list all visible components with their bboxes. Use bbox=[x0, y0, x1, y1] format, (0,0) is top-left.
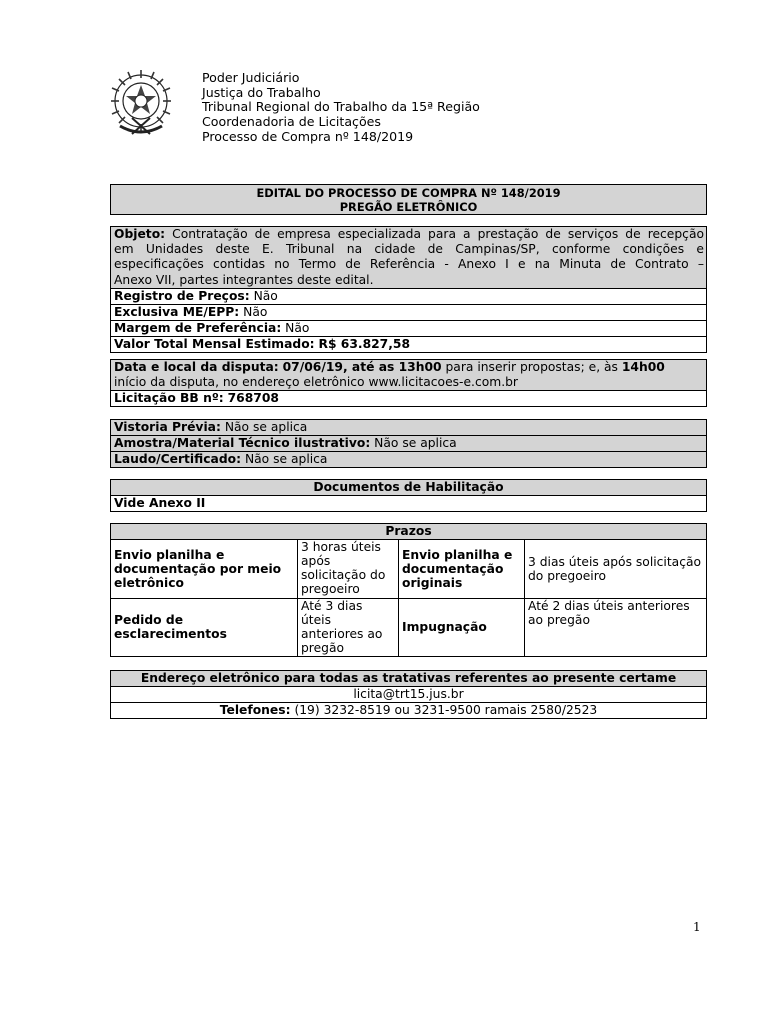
telefones-label: Telefones: bbox=[219, 703, 291, 717]
disputa-row bbox=[111, 360, 706, 390]
coat-of-arms-icon bbox=[108, 68, 174, 138]
header-line-tribunal: Tribunal Regional do Trabalho da 15ª Região bbox=[202, 99, 480, 115]
header-text bbox=[202, 71, 480, 145]
objeto-line-3: especificações contidas no Termo de Referência - Anexo I e na Minuta de Contrato – bbox=[114, 257, 704, 272]
vistoria-value: Não se aplica bbox=[224, 420, 308, 434]
licitacao-label: Licitação BB nº: bbox=[114, 391, 224, 405]
objeto-section bbox=[110, 226, 707, 353]
vistoria-row bbox=[111, 420, 706, 435]
objeto-line-4: Anexo VII, partes integrantes deste edital. bbox=[114, 272, 374, 287]
prazos-table bbox=[111, 540, 706, 656]
registro-row bbox=[111, 288, 706, 304]
pedido-label: Pedido de esclarecimentos bbox=[111, 598, 298, 656]
vistoria-section bbox=[110, 419, 707, 468]
envio-originais-label: Envio planilha e documentação originais bbox=[399, 540, 525, 598]
edital-title: EDITAL DO PROCESSO DE COMPRA Nº 148/2019 bbox=[256, 186, 561, 200]
envio-originais-value: 3 dias úteis após solicitação do pregoeiro bbox=[525, 540, 707, 598]
envio-eletronico-value: 3 horas úteis após solicitação do pregoeiro bbox=[298, 540, 399, 598]
endereco-title: Endereço eletrônico para todas as tratativas referentes ao presente certame bbox=[111, 671, 706, 686]
objeto-row bbox=[111, 227, 706, 288]
laudo-label: Laudo/Certificado: bbox=[114, 452, 242, 466]
amostra-label: Amostra/Material Técnico ilustrativo: bbox=[114, 436, 371, 450]
pedido-value: Até 3 dias úteis anteriores ao pregão bbox=[298, 598, 399, 656]
laudo-row bbox=[111, 451, 706, 467]
prazos-title: Prazos bbox=[111, 524, 706, 540]
header-line-process: Processo de Compra nº 148/2019 bbox=[202, 128, 414, 144]
disputa-line-2: início da disputa, no endereço eletrônico www.licitacoes-e.com.br bbox=[114, 375, 518, 389]
envio-eletronico-label: Envio planilha e documentação por meio eletrônico bbox=[111, 540, 298, 598]
registro-label: Registro de Preços: bbox=[114, 288, 250, 303]
documentos-title: Documentos de Habilitação bbox=[111, 480, 706, 495]
margem-label: Margem de Preferência: bbox=[114, 320, 282, 335]
objeto-label: Objeto: bbox=[114, 227, 166, 241]
endereco-section bbox=[110, 670, 707, 719]
impugnacao-value: Até 2 dias úteis anteriores ao pregão bbox=[525, 598, 707, 656]
margem-row bbox=[111, 320, 706, 336]
disputa-section bbox=[110, 359, 707, 407]
edital-subtitle: PREGÃO ELETRÔNICO bbox=[339, 200, 478, 214]
telefones-value: (19) 3232-8519 ou 3231-9500 ramais 2580/2523 bbox=[294, 703, 598, 717]
valor-value: R$ 63.827,58 bbox=[318, 336, 411, 351]
documentos-value: Vide Anexo II bbox=[111, 495, 706, 511]
laudo-value: Não se aplica bbox=[244, 452, 328, 466]
objeto-line-2: em Unidades deste E. Tribunal na cidade de Campinas/SP, conforme condições e bbox=[114, 242, 704, 257]
amostra-row bbox=[111, 435, 706, 451]
endereco-email: licita@trt15.jus.br bbox=[111, 686, 706, 702]
header-line-coordination: Coordenadoria de Licitações bbox=[202, 114, 381, 130]
page-number: 1 bbox=[693, 920, 701, 934]
disputa-mid-text: para inserir propostas; e, às bbox=[445, 360, 618, 374]
telefones-row bbox=[111, 702, 706, 718]
exclusiva-value: Não bbox=[243, 304, 268, 319]
edital-title-box bbox=[110, 184, 707, 215]
impugnacao-label: Impugnação bbox=[399, 598, 525, 656]
documentos-section bbox=[110, 479, 707, 512]
prazos-section bbox=[110, 523, 707, 657]
header-line-judiciary: Poder Judiciário bbox=[202, 70, 300, 85]
objeto-line-1: Contratação de empresa especializada para a prestação de serviços de recepção bbox=[172, 227, 704, 241]
disputa-time: 14h00 bbox=[621, 360, 665, 374]
document-header bbox=[106, 68, 666, 148]
exclusiva-row bbox=[111, 304, 706, 320]
vistoria-label: Vistoria Prévia: bbox=[114, 420, 221, 434]
valor-row bbox=[111, 336, 706, 352]
header-line-justice: Justiça do Trabalho bbox=[202, 84, 321, 100]
disputa-label: Data e local da disputa: bbox=[114, 360, 279, 374]
licitacao-value: 768708 bbox=[227, 391, 279, 405]
amostra-value: Não se aplica bbox=[374, 436, 457, 450]
valor-label: Valor Total Mensal Estimado: bbox=[114, 336, 315, 351]
registro-value: Não bbox=[253, 288, 278, 303]
exclusiva-label: Exclusiva ME/EPP: bbox=[114, 304, 240, 319]
margem-value: Não bbox=[285, 320, 310, 335]
licitacao-row bbox=[111, 390, 706, 406]
disputa-date: 07/06/19, até as 13h00 bbox=[282, 360, 442, 374]
